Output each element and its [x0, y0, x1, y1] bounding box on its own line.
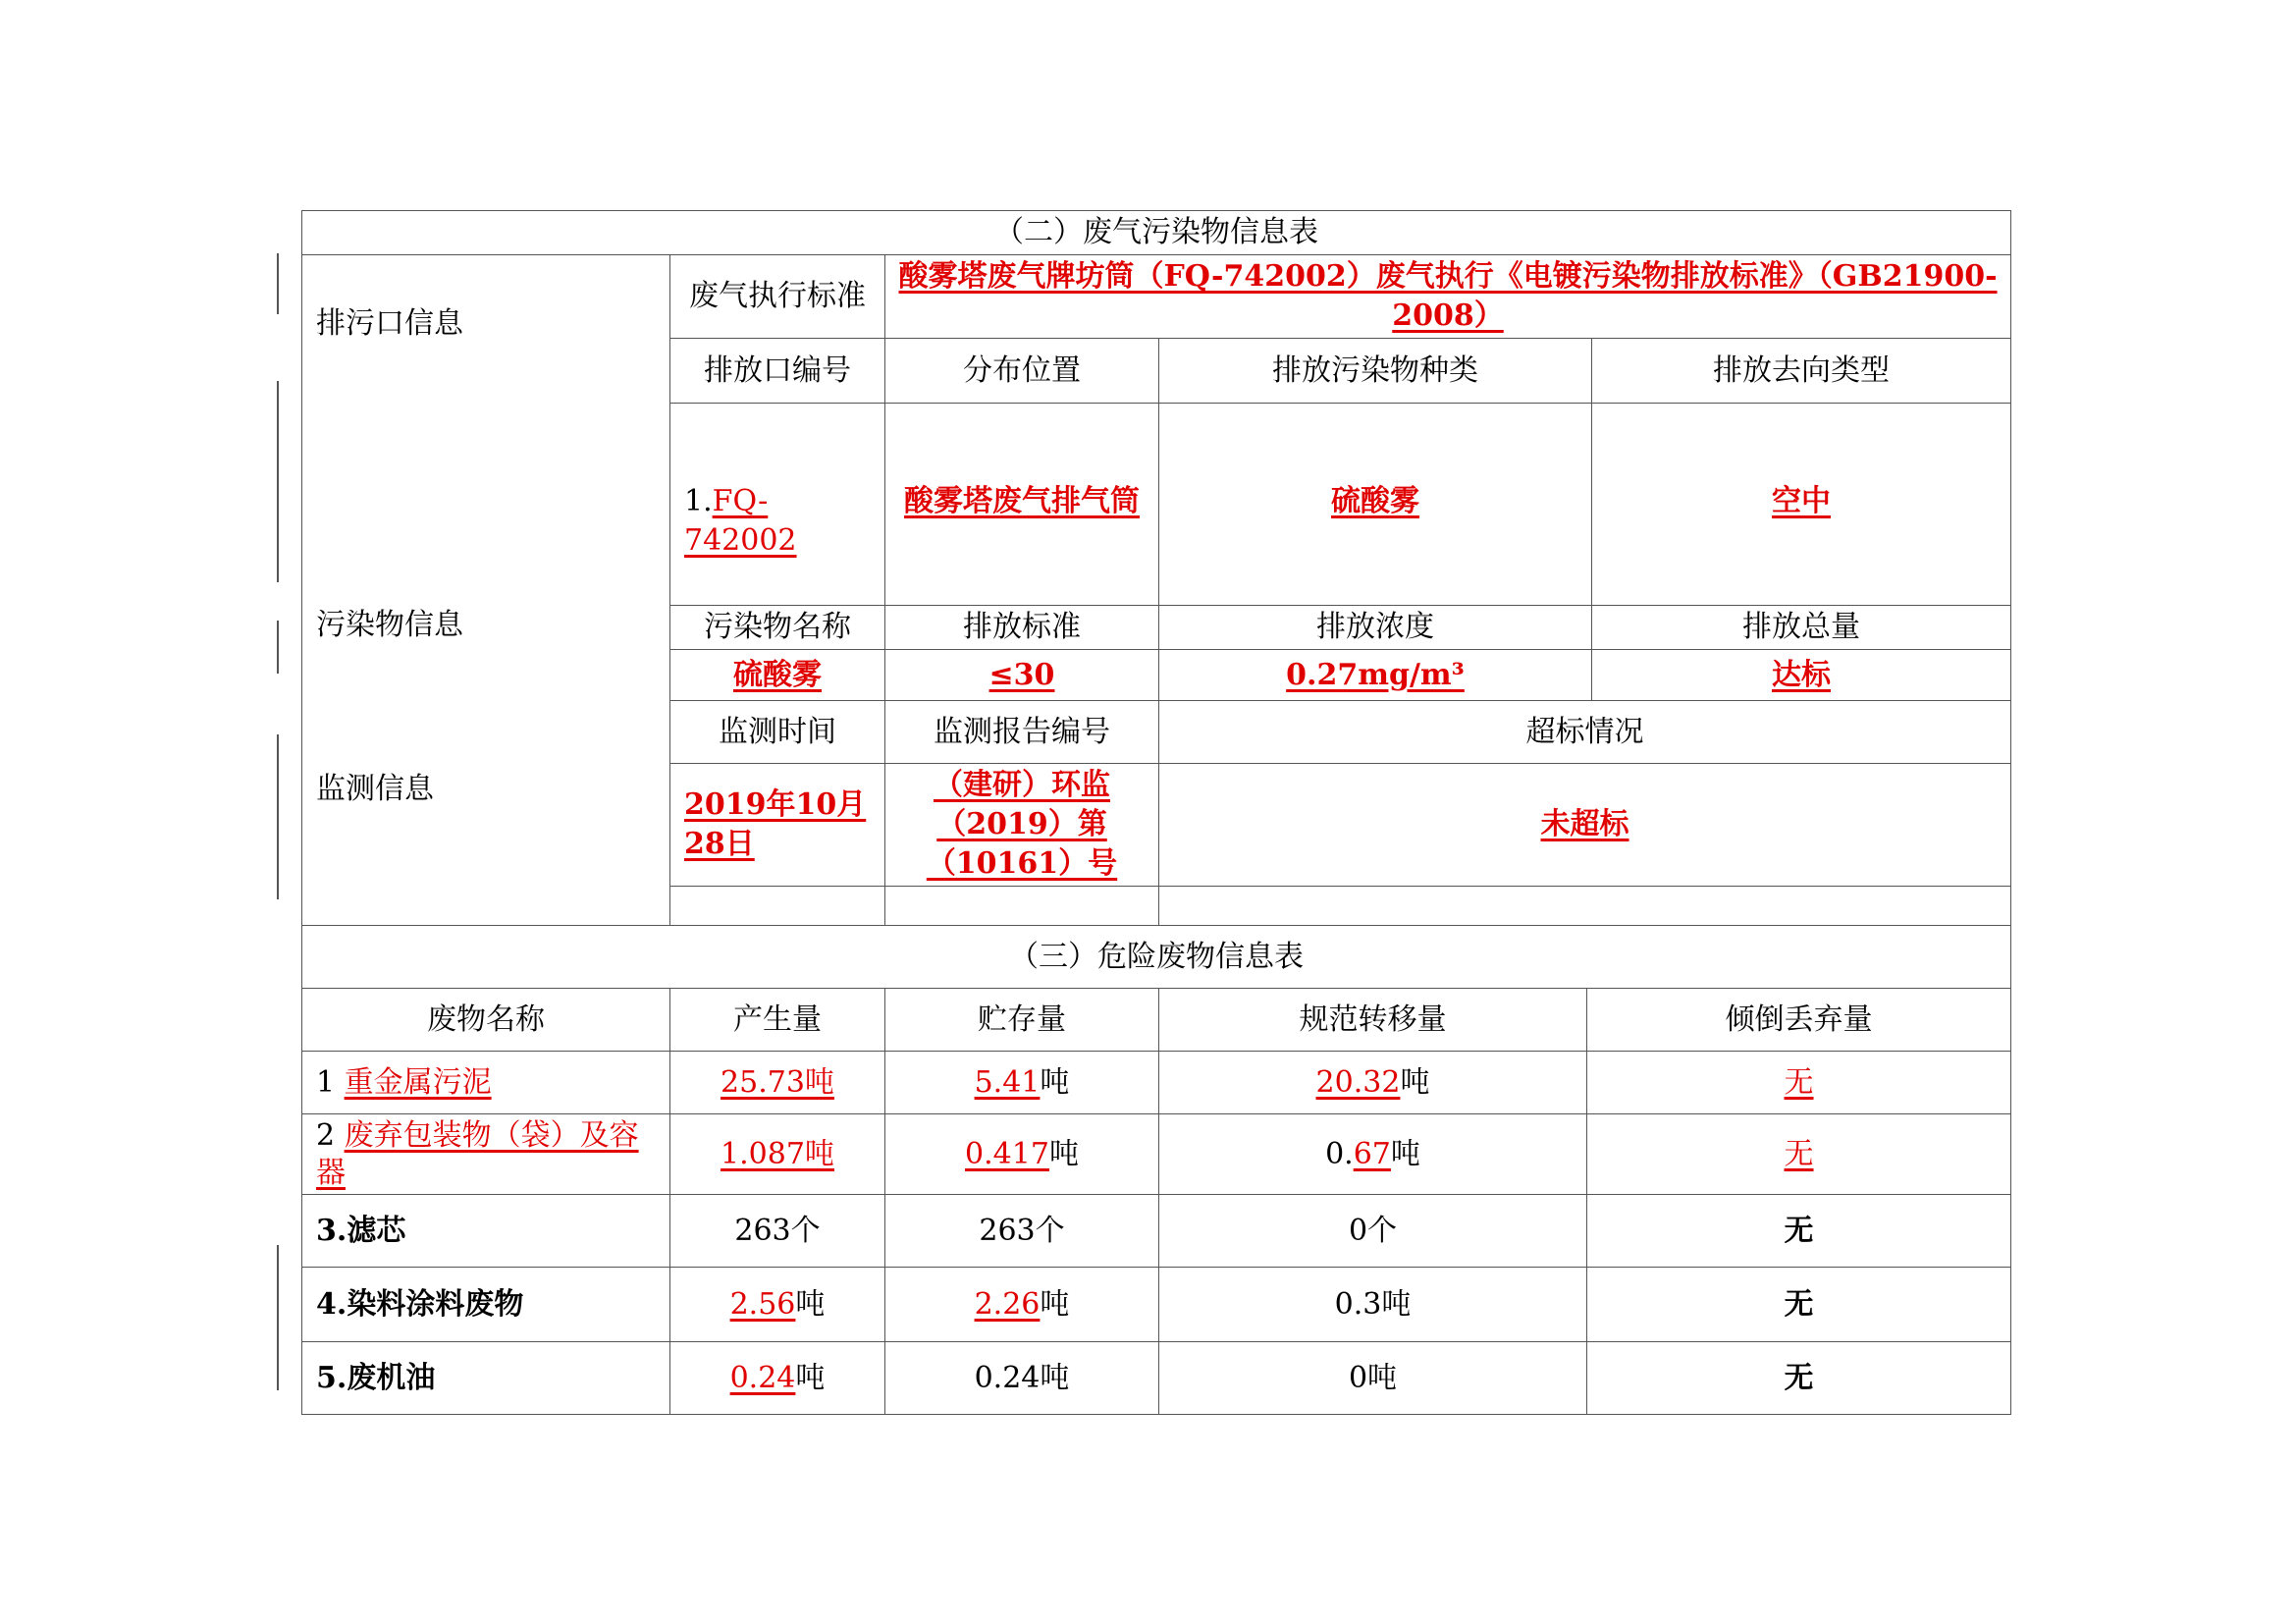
waste-produced: 1.087吨: [670, 1114, 885, 1195]
waste-dumped: 无: [1587, 1052, 2011, 1114]
monitor-report-line3: （10161）号: [926, 846, 1118, 881]
waste-moved-prefix: 0.: [1325, 1136, 1354, 1171]
pollutant-info-label: 污染物信息: [302, 606, 670, 701]
waste-dumped: 无: [1587, 1195, 2011, 1268]
waste-stored: [885, 1268, 1159, 1342]
waste-stored-value: 0.417: [965, 1136, 1049, 1171]
table-row: [302, 1342, 2011, 1415]
header-exceed: 超标情况: [1159, 701, 2011, 764]
waste-moved: [1159, 1114, 1587, 1195]
pollutant-concentration: 0.27mg/m³: [1159, 650, 1592, 701]
waste-produced: 263个: [670, 1195, 885, 1268]
waste-stored-unit: 吨: [1040, 1064, 1070, 1100]
empty-cell: [670, 887, 885, 926]
monitor-info-label: 监测信息: [302, 701, 670, 926]
outlet-num: FQ-742002: [684, 484, 797, 558]
waste-stored-value: 5.41: [974, 1064, 1041, 1100]
header-moved: 规范转移量: [1159, 989, 1587, 1052]
standard-label: 废气执行标准: [670, 255, 885, 339]
waste-prefix: 2: [316, 1117, 345, 1153]
header-concentration: 排放浓度: [1159, 606, 1592, 650]
header-waste-name: 废物名称: [302, 989, 670, 1052]
header-total: 排放总量: [1592, 606, 2011, 650]
waste-stored: 0.24吨: [885, 1342, 1159, 1415]
waste-name: 5.废机油: [302, 1342, 670, 1415]
margin-mark: [277, 621, 279, 674]
header-pollutant-type: 排放污染物种类: [1159, 339, 1592, 404]
outlet-info-label: 排污口信息: [302, 255, 670, 606]
waste-produced: 25.73吨: [670, 1052, 885, 1114]
waste-moved-value: 67: [1353, 1136, 1391, 1171]
waste-moved: 0个: [1159, 1195, 1587, 1268]
waste-produced-unit: 吨: [795, 1286, 826, 1322]
waste-stored-value: 2.26: [974, 1286, 1041, 1322]
pollutant-standard: ≤30: [885, 650, 1159, 701]
monitor-exceed: 未超标: [1159, 764, 2011, 887]
waste-name: 3.滤芯: [302, 1195, 670, 1268]
table-row: [302, 1268, 2011, 1342]
waste-dumped: 无: [1587, 1114, 2011, 1195]
waste-stored: [885, 1052, 1159, 1114]
hazard-waste-table: [301, 925, 2011, 1415]
waste-moved: 0吨: [1159, 1342, 1587, 1415]
header-dumped: 倾倒丢弃量: [1587, 989, 2011, 1052]
margin-mark: [277, 253, 279, 314]
waste-name: [302, 1052, 670, 1114]
empty-cell: [885, 887, 1159, 926]
margin-mark: [277, 734, 279, 899]
table-row: [302, 1114, 2011, 1195]
header-direction: 排放去向类型: [1592, 339, 2011, 404]
monitor-report: [885, 764, 1159, 887]
monitor-time: 2019年10月28日: [670, 764, 885, 887]
waste-moved-unit: 吨: [1390, 1136, 1420, 1171]
header-outlet-num: 排放口编号: [670, 339, 885, 404]
outlet-pollutant-type: 硫酸雾: [1159, 404, 1592, 606]
outlet-direction: 空中: [1592, 404, 2011, 606]
hazard-table-title: （三）危险废物信息表: [302, 926, 2011, 989]
waste-name: 4.染料涂料废物: [302, 1268, 670, 1342]
header-pollutant-name: 污染物名称: [670, 606, 885, 650]
gas-pollutant-table: [301, 210, 2011, 926]
header-standard: 排放标准: [885, 606, 1159, 650]
outlet-location: 酸雾塔废气排气筒: [885, 404, 1159, 606]
standard-value: 酸雾塔废气牌坊筒（FQ-742002）废气执行《电镀污染物排放标准》（GB21900-2008）: [885, 255, 2011, 339]
table-row: [302, 1195, 2011, 1268]
gas-table-title: （二）废气污染物信息表: [302, 211, 2011, 255]
waste-produced-value: 2.56: [729, 1286, 796, 1322]
waste-stored-unit: 吨: [1040, 1286, 1070, 1322]
waste-produced-value: 0.24: [729, 1360, 796, 1395]
waste-name-text: 废弃包装物（袋）及容器: [316, 1117, 639, 1190]
waste-moved-value: 20.32: [1315, 1064, 1401, 1100]
waste-prefix: 1: [316, 1064, 345, 1100]
waste-moved: 0.3吨: [1159, 1268, 1587, 1342]
pollutant-name: 硫酸雾: [670, 650, 885, 701]
margin-mark: [277, 1245, 279, 1390]
waste-stored-unit: 吨: [1048, 1136, 1079, 1171]
monitor-report-line2: （2019）第: [936, 807, 1107, 841]
empty-cell: [1159, 887, 2011, 926]
waste-name: [302, 1114, 670, 1195]
pollutant-total: 达标: [1592, 650, 2011, 701]
header-monitor-time: 监测时间: [670, 701, 885, 764]
monitor-report-line1: （建研）环监: [934, 768, 1110, 802]
outlet-num-cell: [670, 404, 885, 606]
waste-name-text: 重金属污泥: [344, 1064, 492, 1100]
header-produced: 产生量: [670, 989, 885, 1052]
header-stored: 贮存量: [885, 989, 1159, 1052]
outlet-num-prefix: 1.: [684, 484, 713, 518]
waste-produced-unit: 吨: [795, 1360, 826, 1395]
table-row: [302, 1052, 2011, 1114]
document: [301, 210, 2010, 1415]
waste-stored: 263个: [885, 1195, 1159, 1268]
waste-produced: [670, 1268, 885, 1342]
waste-dumped: 无: [1587, 1268, 2011, 1342]
waste-moved: [1159, 1052, 1587, 1114]
header-report-num: 监测报告编号: [885, 701, 1159, 764]
margin-mark: [277, 381, 279, 582]
header-location: 分布位置: [885, 339, 1159, 404]
waste-dumped: 无: [1587, 1342, 2011, 1415]
waste-stored: [885, 1114, 1159, 1195]
waste-moved-unit: 吨: [1400, 1064, 1430, 1100]
waste-produced: [670, 1342, 885, 1415]
